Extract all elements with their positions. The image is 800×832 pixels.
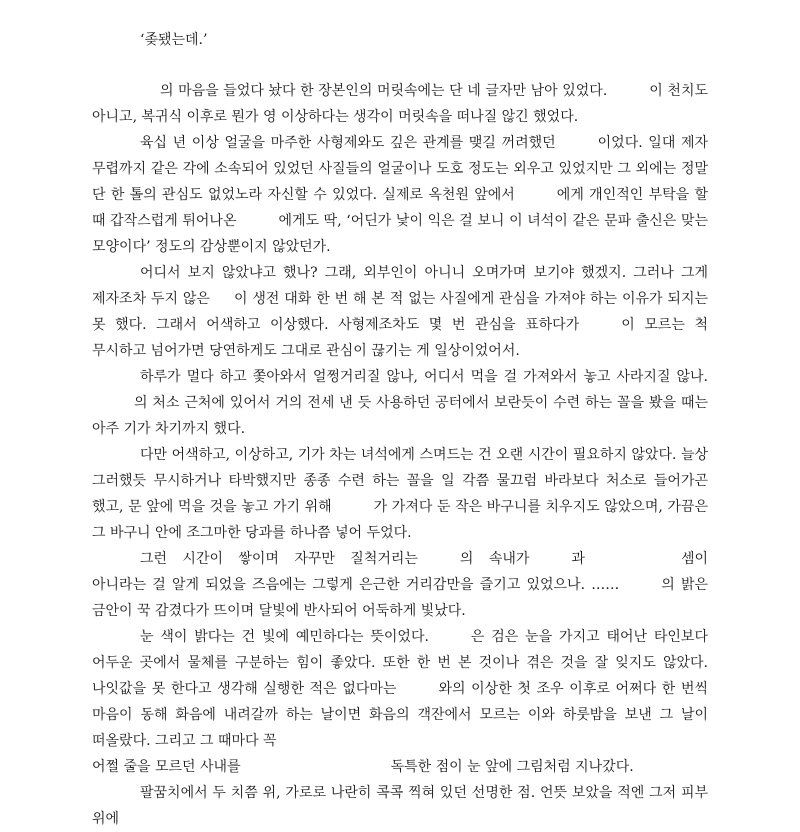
paragraph-2: 육십 년 이상 얼굴을 마주한 사형제와도 깊은 관계를 맺길 꺼려했던 이었다. 일대 제자 무렵까지 같은 각에 소속되어 있었던 사질들의 얼굴이나 도호 정도는 외우고 있었지만 그 외에는 정말 단 한 톨의 관심도 없었노라 자신할 수 있었다. 실제로 옥천원 앞에서 에게 개인적인 부탁을 할 때 갑작스럽게 튀어나온 에게도 딱, ‘어딘가 낯이 익은 걸 보니 이 녀석이 같은 문파 출신은 맞는 모양이다’ 정도의 감상뿐이지 않았던가. — [92, 135, 708, 255]
paragraph-1: 의 마음을 들었다 놨다 한 장본인의 머릿속에는 단 네 글자만 남아 있었다. 이 천치도 아니고, 복귀식 이후로 뭔가 영 이상하다는 생각이 머릿속을 떠나질 않긴 했었다. — [92, 83, 708, 125]
paragraph-3: 어디서 보지 않았냐고 했나? 그래, 외부인이 아니니 오며가며 보기야 했겠지. 그러나 그게 제자조차 두지 않은 이 생전 대화 한 번 해 본 적 없는 사질에게 관심을 가져야 하는 이유가 되지는 못 했다. 그래서 어색하고 이상했다. 사형제조차도 몇 번 관심을 표하다가 이 모르는 척 무시하고 넘어가면 당연하게도 그대로 관심이 끊기는 게 일상이었어서. — [92, 265, 708, 359]
paragraph-4: 하루가 멀다 하고 쫓아와서 얼쩡거리질 않나, 어디서 먹을 걸 가져와서 놓고 사라지질 않나.의 처소 근처에 있어서 거의 전세 낸 듯 사용하던 공터에서 보란듯이 수련 하는 꼴을 봤을 때는 아주 기가 차기까지 했다. — [92, 369, 708, 437]
paragraph-7: 눈 색이 밝다는 건 빛에 예민하다는 뜻이었다. 은 검은 눈을 가지고 태어난 타인보다 어두운 곳에서 물체를 구분하는 힘이 좋았다. 또한 한 번 본 것이나 겪은 것을 잘 잊지도 않았다. 나잇값을 못 한다고 생각해 실행한 적은 없다마는 와의 이상한 첫 조우 이후로 어쩌다 한 번씩 마음이 동해 화음에 내려갈까 하는 날이면 화음의 객잔에서 모르는 이와 하룻밤을 보낸 그 날이 떠올랐다. 그리고 그 때마다 꼭 어쩔 줄을 모르던 사내를 독특한 점이 눈 앞에 그림처럼 지나갔다. — [92, 629, 708, 775]
paragraph-5: 다만 어색하고, 이상하고, 기가 차는 녀석에게 스며드는 건 오랜 시간이 필요하지 않았다. 늘상 그러했듯 무시하거나 타박했지만 종종 수련 하는 꼴을 일 각쯤 물끄럼 바라보다 처소로 들어가곤 했고, 문 앞에 먹을 것을 놓고 가기 위해 가 가져다 둔 작은 바구니를 치우지도 않았으며, 가끔은 그 바구니 안에 조그마한 당과를 하나쯤 넣어 두었다. — [92, 447, 708, 541]
paragraph-8: 팔꿈치에서 두 치쯤 위, 가로로 나란히 콕콕 찍혀 있던 선명한 점. 언뜻 보았을 적엔 그저 피부 위에 — [92, 785, 708, 827]
opening-quote: ‘좆됐는데.’ — [140, 32, 208, 48]
paragraph-6: 그런 시간이 쌓이며 자꾸만 질척거리는 의 속내가 과 셈이 아니라는 걸 알게 되었을 즈음에는 그렇게 은근한 거리감만을 즐기고 있었으나. …… 의 밝은 금안이 꾹 감겼다가 뜨이며 달빛에 반사되어 어둑하게 빛났다. — [92, 551, 708, 619]
